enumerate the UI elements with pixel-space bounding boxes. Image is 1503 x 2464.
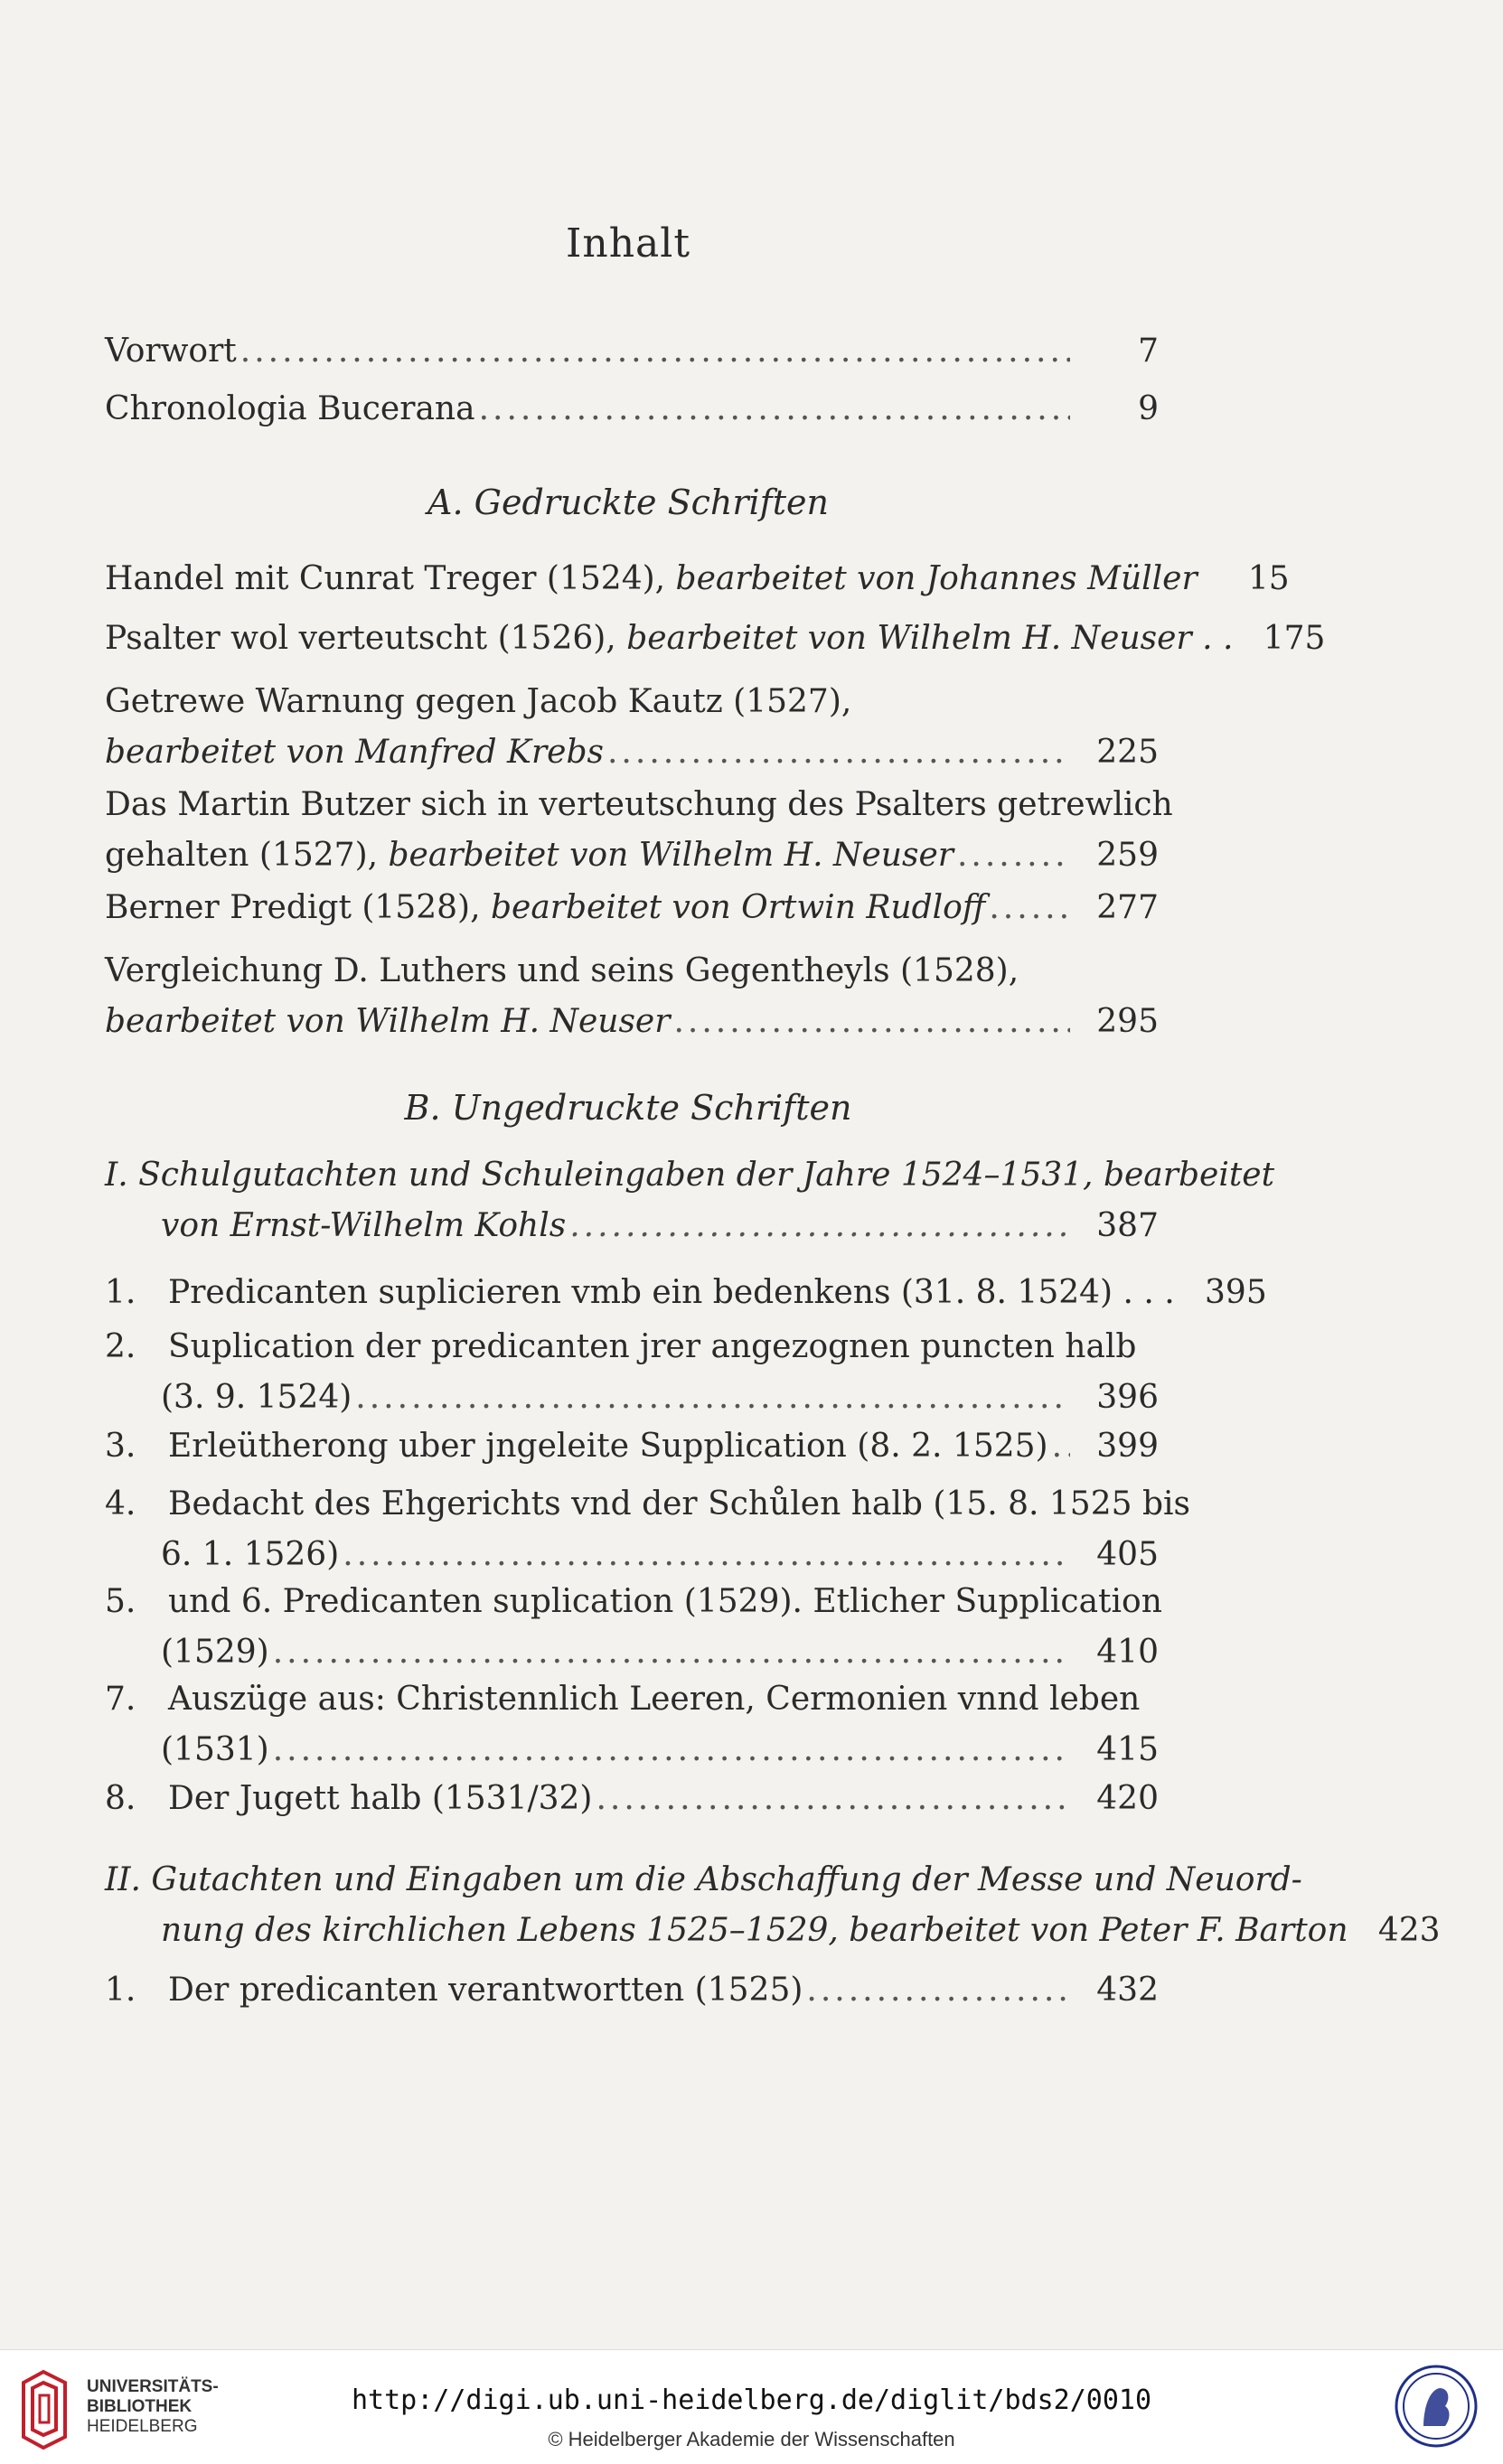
toc-page-number: 395: [1205, 1274, 1267, 1311]
toc-entry-text: Handel mit Cunrat Treger (1524),: [105, 560, 666, 597]
item-number: 7.: [105, 1681, 136, 1718]
dot-leader: [607, 734, 1070, 771]
toc-page-number: 423: [1377, 1912, 1441, 1949]
toc-entry-text: Chronologia Bucerana: [105, 390, 475, 427]
toc-item[interactable]: [105, 1274, 1267, 1325]
subsection-title: nung des kirchlichen Lebens 1525–1529, bearbeitet von Peter F. Barton: [161, 1912, 1348, 1949]
toc-entry-editor: von Ernst-Wilhelm Kohls: [161, 1207, 567, 1244]
toc-entry-text: (1529): [161, 1634, 269, 1671]
toc-entry-editor: bearbeitet von Wilhelm H. Neuser . .: [626, 620, 1234, 657]
dot-leader: [1052, 1428, 1070, 1465]
toc-item[interactable]: [105, 1485, 1190, 1587]
toc-page-number: 387: [1096, 1207, 1159, 1244]
toc-page-number: 410: [1096, 1634, 1159, 1671]
dot-leader: [343, 1536, 1070, 1573]
toc-entry-text: Vorwort: [105, 333, 237, 370]
toc-item[interactable]: [105, 1780, 1159, 1831]
section-heading-b: B. Ungedruckte Schriften: [404, 1088, 852, 1128]
item-number: 2.: [105, 1328, 136, 1365]
toc-page-number: 7: [1138, 333, 1159, 370]
item-number: 5.: [105, 1583, 136, 1620]
toc-entry-text: Auszüge aus: Christennlich Leeren, Cermonien vnnd leben: [168, 1681, 1141, 1718]
toc-entry-text: Der Jugett halb (1531/32): [168, 1780, 593, 1817]
toc-page-number: 432: [1096, 1972, 1159, 2009]
page-title: Inhalt: [565, 220, 691, 267]
toc-page-number: 225: [1096, 734, 1159, 771]
section-heading-a: A. Gedruckte Schriften: [427, 482, 829, 522]
toc-entry-text: 6. 1. 1526): [161, 1536, 340, 1573]
subsection-title: II. Gutachten und Eingaben um die Abschaffung der Messe und Neuord-: [105, 1861, 1302, 1898]
item-number: 3.: [105, 1428, 136, 1465]
academy-seal-icon: [1393, 2363, 1480, 2450]
dot-leader: [240, 333, 1070, 370]
toc-page-number: 277: [1096, 889, 1159, 926]
toc-item[interactable]: [105, 1328, 1159, 1429]
item-number: 1.: [105, 1972, 136, 2009]
toc-entry-text: Predicanten suplicieren vmb ein bedenkens (31. 8. 1524) . . .: [168, 1274, 1175, 1311]
footer-bar: [0, 2349, 1503, 2464]
toc-entry-text: (1531): [161, 1731, 269, 1768]
dot-leader: [355, 1379, 1070, 1416]
dot-leader: [596, 1780, 1070, 1817]
toc-entry-vorwort[interactable]: [105, 333, 1159, 383]
toc-entry-editor: bearbeitet von Wilhelm H. Neuser: [388, 837, 953, 874]
library-name-line: HEIDELBERG: [87, 2417, 198, 2436]
toc-entry-text: Berner Predigt (1528),: [105, 889, 481, 926]
toc-entry-text: Vergleichung D. Luthers und seins Gegentheyls (1528),: [105, 952, 1019, 989]
item-number: 8.: [105, 1780, 136, 1817]
toc-entry-text: Das Martin Butzer sich in verteutschung des Psalters getrewlich: [105, 786, 1173, 823]
dot-leader: [806, 1972, 1070, 2009]
toc-page-number: 415: [1096, 1731, 1159, 1768]
library-name-line: UNIVERSITÄTS-: [87, 2377, 219, 2396]
toc-entry-editor: bearbeitet von Ortwin Rudloff: [490, 889, 986, 926]
dot-leader: [989, 889, 1070, 926]
toc-page-number: 295: [1096, 1003, 1159, 1040]
item-number: 1.: [105, 1274, 136, 1311]
toc-entry[interactable]: [105, 620, 1326, 670]
subsection-title: I. Schulgutachten und Schuleingaben der Jahre 1524–1531, bearbeitet: [105, 1157, 1275, 1194]
toc-entry-text: Suplication der predicanten jrer angezognen puncten halb: [168, 1328, 1137, 1365]
toc-entry-editor: bearbeitet von Manfred Krebs: [105, 734, 604, 771]
dot-leader: [273, 1731, 1070, 1768]
dot-leader: [273, 1634, 1070, 1671]
toc-entry[interactable]: [105, 786, 1173, 887]
toc-entry-text: und 6. Predicanten suplication (1529). Etlicher Supplication: [168, 1583, 1162, 1620]
toc-item[interactable]: [105, 1583, 1162, 1684]
dot-leader: [957, 837, 1070, 874]
toc-entry[interactable]: [105, 952, 1159, 1054]
toc-entry-text: Getrewe Warnung gegen Jacob Kautz (1527),: [105, 683, 852, 720]
toc-page-number: 15: [1247, 560, 1290, 597]
toc-entry-text: Der predicanten verantwortten (1525): [168, 1972, 803, 2009]
dot-leader: [673, 1003, 1070, 1040]
toc-subsection-ii[interactable]: [105, 1861, 1441, 1963]
dot-leader: [479, 390, 1070, 427]
permalink-url[interactable]: http://digi.ub.uni-heidelberg.de/diglit/bds2/0010: [351, 2384, 1151, 2416]
toc-page-number: 175: [1263, 620, 1326, 657]
toc-entry[interactable]: [105, 560, 1290, 611]
toc-page-number: 420: [1096, 1780, 1159, 1817]
toc-page-number: 405: [1096, 1536, 1159, 1573]
toc-entry-text: Psalter wol verteutscht (1526),: [105, 620, 616, 657]
toc-item[interactable]: [105, 1428, 1159, 1478]
dot-leader: [569, 1207, 1070, 1244]
toc-entry[interactable]: [105, 683, 1159, 784]
toc-item[interactable]: [105, 1681, 1159, 1782]
toc-subsection-i[interactable]: [105, 1157, 1275, 1258]
toc-page-number: 396: [1096, 1379, 1159, 1416]
toc-item[interactable]: [105, 1972, 1159, 2022]
copyright-notice: © Heidelberger Akademie der Wissenschaften: [548, 2428, 955, 2450]
toc-entry-text: (3. 9. 1524): [161, 1379, 352, 1416]
toc-page-number: 399: [1096, 1428, 1159, 1465]
toc-entry-text: Bedacht des Ehgerichts vnd der Schůlen halb (15. 8. 1525 bis: [168, 1485, 1190, 1522]
toc-page-number: 9: [1138, 390, 1159, 427]
library-name-line: BIBLIOTHEK: [87, 2397, 193, 2416]
toc-page-number: 259: [1096, 837, 1159, 874]
item-number: 4.: [105, 1485, 136, 1522]
toc-entry-editor: bearbeitet von Johannes Müller: [675, 560, 1198, 597]
toc-entry-editor: bearbeitet von Wilhelm H. Neuser: [105, 1003, 671, 1040]
toc-entry-chronologia[interactable]: [105, 390, 1159, 441]
toc-entry[interactable]: [105, 889, 1159, 940]
toc-entry-text: Erleütherong uber jngeleite Supplication (8. 2. 1525): [168, 1428, 1048, 1465]
toc-entry-text: gehalten (1527),: [105, 837, 379, 874]
